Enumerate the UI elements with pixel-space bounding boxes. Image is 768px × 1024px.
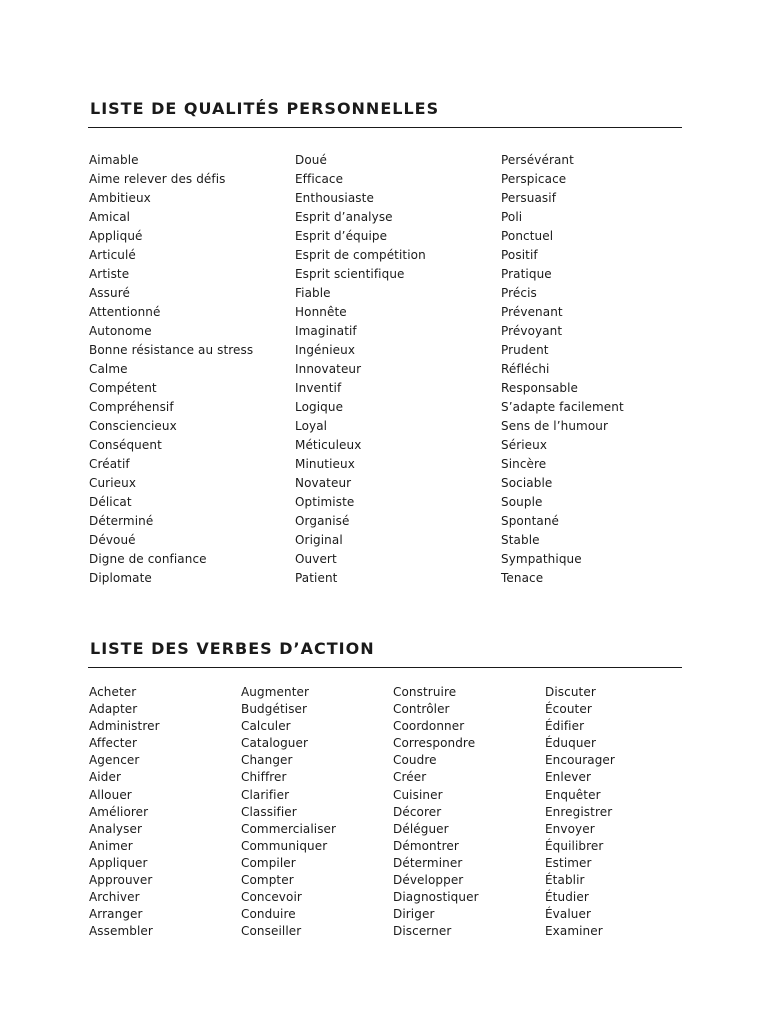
qualite-item: Fiable: [295, 286, 331, 300]
verbe-item: Éduquer: [545, 736, 597, 751]
verbe-item: Administrer: [89, 719, 160, 734]
qualite-item: Délicat: [89, 495, 132, 509]
verbe-item: Coordonner: [393, 719, 465, 734]
qualite-item: Précis: [501, 286, 537, 300]
verbe-item: Conduire: [241, 907, 296, 922]
qualite-item: Efficace: [295, 172, 344, 186]
verbes-column: [88, 684, 240, 940]
qualite-item: Poli: [501, 210, 523, 224]
qualite-item: Prévoyant: [501, 324, 563, 338]
qualite-item: Sincère: [501, 457, 547, 471]
qualite-item: Souple: [501, 495, 543, 509]
verbes-section: [88, 638, 682, 940]
qualite-item: Ambitieux: [89, 191, 151, 205]
qualite-item: Positif: [501, 248, 538, 262]
qualites-title: LISTE DE QUALITÉS PERSONNELLES: [88, 98, 682, 128]
qualite-item: Aime relever des défis: [89, 172, 226, 186]
verbe-item: Analyser: [89, 821, 142, 836]
verbe-item: Construire: [393, 685, 457, 699]
qualite-item: Autonome: [89, 324, 152, 338]
verbe-item: Édifier: [545, 719, 585, 734]
qualite-item: Compréhensif: [89, 400, 174, 414]
qualite-item: Logique: [295, 400, 344, 414]
qualite-item: Minutieux: [295, 457, 355, 471]
qualite-item: Calme: [89, 362, 128, 376]
verbe-item: Diagnostiquer: [393, 890, 479, 905]
verbes-columns: [88, 668, 682, 940]
verbe-item: Coudre: [393, 753, 437, 768]
qualite-item: Réfléchi: [501, 362, 550, 376]
verbe-item: Enregistrer: [545, 804, 613, 819]
verbes-column: [240, 684, 392, 940]
qualite-item: Doué: [295, 153, 327, 167]
qualite-item: Dévoué: [89, 533, 136, 547]
qualite-item: Perspicace: [501, 172, 567, 186]
qualite-item: Bonne résistance au stress: [89, 343, 254, 357]
verbe-item: Diriger: [393, 907, 435, 922]
verbe-item: Examiner: [545, 924, 603, 939]
qualite-item: Pratique: [501, 267, 552, 281]
qualite-item: Artiste: [89, 267, 130, 281]
qualite-item: Sociable: [501, 476, 553, 490]
verbe-item: Arranger: [89, 907, 143, 922]
verbe-item: Décorer: [393, 804, 442, 819]
qualite-item: Tenace: [501, 571, 544, 585]
qualite-item: Persévérant: [501, 153, 574, 167]
qualite-item: Attentionné: [89, 305, 161, 319]
qualite-item: Méticuleux: [295, 438, 362, 452]
qualite-item: Consciencieux: [89, 419, 177, 433]
qualite-item: Imaginatif: [295, 324, 357, 338]
qualite-item: Enthousiaste: [295, 191, 374, 205]
qualite-item: Responsable: [501, 381, 579, 395]
verbe-item: Développer: [393, 873, 464, 888]
qualite-item: Stable: [501, 533, 540, 547]
qualites-column: [88, 151, 294, 588]
verbe-item: Encourager: [545, 753, 615, 768]
verbe-item: Archiver: [89, 890, 140, 905]
qualite-item: Novateur: [295, 476, 352, 490]
verbes-title: LISTE DES VERBES D’ACTION: [88, 638, 682, 668]
verbe-item: Changer: [241, 753, 293, 768]
qualites-column: [500, 151, 682, 588]
qualite-item: Articulé: [89, 248, 136, 262]
qualite-item: S’adapte facilement: [501, 400, 624, 414]
qualite-item: Ouvert: [295, 552, 337, 566]
verbe-item: Estimer: [545, 855, 592, 870]
qualite-item: Sympathique: [501, 552, 582, 566]
verbe-item: Démontrer: [393, 838, 459, 853]
verbe-item: Communiquer: [241, 838, 328, 853]
qualite-item: Innovateur: [295, 362, 362, 376]
verbe-item: Évaluer: [545, 907, 591, 922]
verbe-item: Aider: [89, 770, 121, 785]
qualite-item: Déterminé: [89, 514, 154, 528]
qualites-column: [294, 151, 500, 588]
verbe-item: Assembler: [89, 924, 153, 939]
qualite-item: Esprit de compétition: [295, 248, 426, 262]
verbe-item: Créer: [393, 770, 427, 785]
qualite-item: Sérieux: [501, 438, 548, 452]
verbe-item: Compiler: [241, 855, 296, 870]
verbe-item: Enlever: [545, 770, 592, 785]
verbe-item: Concevoir: [241, 890, 302, 905]
qualite-item: Appliqué: [89, 229, 143, 243]
qualite-item: Ponctuel: [501, 229, 554, 243]
verbe-item: Conseiller: [241, 924, 302, 939]
qualite-item: Amical: [89, 210, 131, 224]
verbe-item: Discerner: [393, 924, 452, 939]
verbes-column: [544, 684, 682, 940]
qualite-item: Esprit scientifique: [295, 267, 405, 281]
verbe-item: Déléguer: [393, 821, 449, 836]
qualite-item: Prévenant: [501, 305, 563, 319]
verbe-item: Correspondre: [393, 736, 476, 751]
verbe-item: Étudier: [545, 890, 589, 905]
verbe-item: Commercialiser: [241, 821, 337, 836]
qualite-item: Créatif: [89, 457, 130, 471]
qualites-section: [88, 98, 682, 588]
verbe-item: Compter: [241, 873, 294, 888]
qualite-item: Conséquent: [89, 438, 162, 452]
verbe-item: Appliquer: [89, 855, 148, 870]
verbe-item: Établir: [545, 873, 585, 888]
qualite-item: Assuré: [89, 286, 130, 300]
qualite-item: Prudent: [501, 343, 549, 357]
verbe-item: Adapter: [89, 702, 138, 717]
qualite-item: Optimiste: [295, 495, 355, 509]
verbe-item: Agencer: [89, 753, 140, 768]
qualite-item: Esprit d’analyse: [295, 210, 393, 224]
qualite-item: Aimable: [89, 153, 139, 167]
qualite-item: Compétent: [89, 381, 157, 395]
verbe-item: Classifier: [241, 804, 297, 819]
qualite-item: Organisé: [295, 514, 350, 528]
verbe-item: Déterminer: [393, 855, 463, 870]
qualite-item: Original: [295, 533, 343, 547]
qualite-item: Esprit d’équipe: [295, 229, 388, 243]
qualite-item: Honnête: [295, 305, 347, 319]
qualite-item: Digne de confiance: [89, 552, 207, 566]
verbe-item: Clarifier: [241, 787, 290, 802]
verbe-item: Envoyer: [545, 821, 595, 836]
verbe-item: Animer: [89, 838, 133, 853]
verbe-item: Budgétiser: [241, 702, 308, 717]
qualites-columns: [88, 128, 682, 588]
verbe-item: Affecter: [89, 736, 138, 751]
qualite-item: Loyal: [295, 419, 328, 433]
verbe-item: Améliorer: [89, 804, 149, 819]
verbe-item: Acheter: [89, 685, 137, 699]
qualite-item: Sens de l’humour: [501, 419, 609, 433]
verbe-item: Calculer: [241, 719, 291, 734]
qualite-item: Spontané: [501, 514, 560, 528]
verbe-item: Discuter: [545, 685, 596, 699]
qualite-item: Curieux: [89, 476, 137, 490]
verbe-item: Écouter: [545, 702, 592, 717]
verbe-item: Cataloguer: [241, 736, 309, 751]
verbe-item: Allouer: [89, 787, 132, 802]
verbe-item: Contrôler: [393, 702, 450, 717]
verbe-item: Chiffrer: [241, 770, 287, 785]
verbe-item: Augmenter: [241, 685, 310, 699]
verbe-item: Cuisiner: [393, 787, 443, 802]
qualite-item: Ingénieux: [295, 343, 356, 357]
qualite-item: Patient: [295, 571, 338, 585]
qualite-item: Diplomate: [89, 571, 152, 585]
qualite-item: Persuasif: [501, 191, 557, 205]
verbe-item: Enquêter: [545, 787, 601, 802]
verbes-column: [392, 684, 544, 940]
qualite-item: Inventif: [295, 381, 342, 395]
verbe-item: Approuver: [89, 873, 153, 888]
verbe-item: Équilibrer: [545, 838, 604, 853]
